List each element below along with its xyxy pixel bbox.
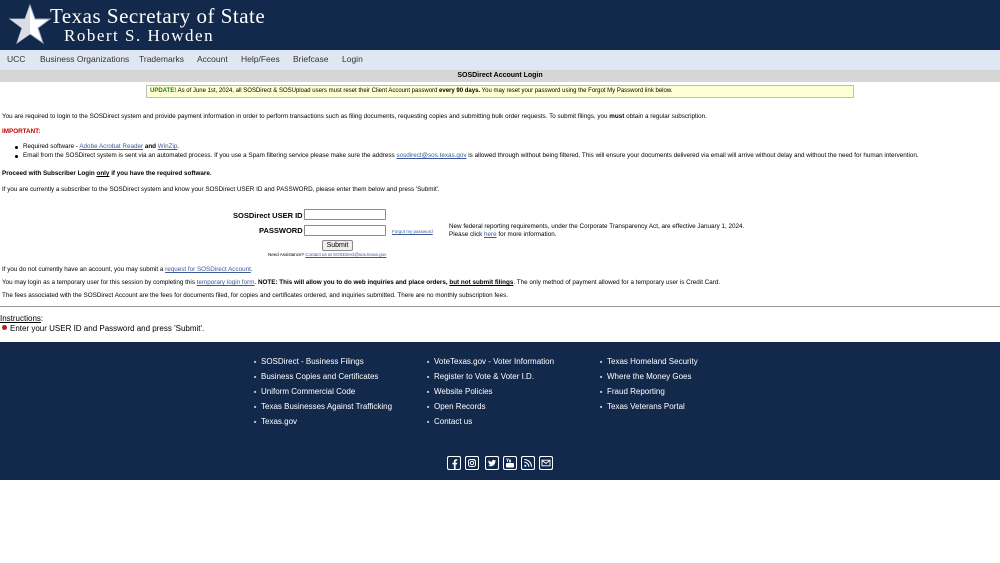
footer-link-open-records[interactable]: ■ Open Records [434, 402, 486, 411]
temp-login-before: You may login as a temporary user for this session by completing this [2, 279, 195, 286]
instructions-colon: : [40, 314, 44, 323]
fees-text: The fees associated with the SOSDirect Account are the fees for documents filed, for copies and certificates ordered, and inquiries submitted. There are no monthly subscription fees. [2, 292, 508, 299]
footer-link-website-policies[interactable]: ■ Website Policies [434, 387, 493, 396]
intro-text-before: You are required to login to the SOSDirect system and provide payment information in order to perform transactions such as filing documents, requesting copies and submitting bulk order requests. To submit filings, you [2, 113, 608, 120]
temp-login-note-underline: but not submit filings [449, 279, 514, 286]
footer-link-money-goes[interactable]: ■ Where the Money Goes [607, 372, 691, 381]
footer-link-homeland-security[interactable]: ■ Texas Homeland Security [607, 357, 698, 366]
userid-input[interactable] [304, 209, 386, 220]
cta-notice-line1: New federal reporting requirements, under the Corporate Transparency Act, are effective January 1, 2024. [449, 223, 745, 230]
important-label: IMPORTANT: [2, 128, 41, 135]
intro-text [2, 113, 707, 120]
assistance-label: Need Assistance? [268, 252, 305, 257]
submit-button[interactable]: Submit [322, 240, 353, 251]
proceed-only: only [96, 170, 110, 177]
footer-link-trafficking[interactable]: ■ Texas Businesses Against Trafficking [261, 402, 392, 411]
footer-link-ucc[interactable]: ■ Uniform Commercial Code [261, 387, 355, 396]
nav-item-ucc[interactable]: UCC [7, 54, 26, 64]
site-header [0, 0, 1000, 50]
nav-item-business-organizations[interactable]: Business Organizations [40, 54, 130, 64]
update-label: UPDATE! [150, 88, 177, 94]
instagram-icon[interactable] [465, 456, 479, 470]
nav-item-briefcase[interactable]: Briefcase [293, 54, 329, 64]
password-label: PASSWORD [259, 226, 303, 235]
instructions-label: Instructions [0, 314, 41, 323]
footer-link-sosdirect[interactable]: ■ SOSDirect - Business Filings [261, 357, 364, 366]
nav-item-help-fees[interactable]: Help/Fees [241, 54, 280, 64]
list-item [14, 143, 919, 152]
cta-here-link[interactable]: here [484, 231, 497, 238]
instructions-item [2, 324, 204, 333]
nav-item-login[interactable]: Login [342, 54, 363, 64]
temp-login-text: You may login as a temporary user for this session by completing this temporary login form. NOTE: This will allow you to do web inquiries and place orders, but not submit filings. The only method of payment allowed for a temporary user is Credit Card. [2, 279, 721, 286]
temporary-login-link[interactable]: temporary login form [196, 279, 255, 286]
main-nav [0, 50, 1000, 70]
email-notice-before: Email from the SOSDirect system is sent via an automated process. If you use a Spam filtering service please make sure the address [23, 152, 395, 159]
assistance-text [268, 252, 386, 257]
adobe-reader-link[interactable]: Adobe Acrobat Reader [79, 143, 144, 150]
footer-link-business-copies[interactable]: ■ Business Copies and Certificates [261, 372, 378, 381]
cta-notice-line2 [449, 231, 556, 238]
rss-icon[interactable] [521, 456, 535, 470]
footer-link-register-vote[interactable]: ■ Register to Vote & Voter I.D. [434, 372, 534, 381]
update-text: As of June 1st, 2024, all SOSDirect & SOSUpload users must reset their Client Account password [177, 88, 438, 94]
facebook-icon[interactable] [447, 456, 461, 470]
temp-login-note: NOTE: This will allow you to do web inquiries and place orders, [257, 279, 448, 286]
twitter-icon[interactable] [485, 456, 499, 470]
page-title: SOSDirect Account Login [0, 70, 1000, 82]
update-text-bold: every 90 days. [439, 88, 481, 94]
winzip-link[interactable]: WinZip [157, 143, 178, 150]
no-account-text [2, 266, 253, 273]
subscriber-text: If you are currently a subscriber to the SOSDirect system and know your SOSDirect USER ID and PASSWORD, please enter them below and press 'Submit'. [2, 186, 440, 193]
proceed-before: Proceed with Subscriber Login [2, 170, 95, 177]
password-input[interactable] [304, 225, 386, 236]
instructions-heading [0, 314, 43, 323]
list-item [14, 152, 919, 161]
site-subtitle: Robert S. Howden [64, 26, 215, 45]
youtube-icon[interactable] [503, 456, 517, 470]
sosdirect-email-link[interactable]: sosdirect@sos.texas.gov [396, 152, 467, 159]
userid-label: SOSDirect USER ID [233, 211, 303, 220]
software-prefix: Required software - [23, 143, 80, 150]
temp-login-after: The only method of payment allowed for a temporary user is Credit Card. [516, 279, 721, 286]
proceed-after: if you have the required software. [111, 170, 212, 177]
footer-link-contact-us[interactable]: ■ Contact us [434, 417, 472, 426]
no-account-before: If you do not currently have an account, you may submit a [2, 266, 164, 273]
email-notice-after: is allowed through without being filtered. This will ensure your documents delivered via email will arrive without delay and without the need for human intervention. [468, 152, 919, 159]
no-account-after: . [250, 266, 253, 273]
footer-link-fraud-reporting[interactable]: ■ Fraud Reporting [607, 387, 665, 396]
proceed-text [2, 170, 212, 177]
intro-text-after: obtain a regular subscription. [626, 113, 707, 120]
email-icon[interactable] [539, 456, 553, 470]
instructions-text: Enter your USER ID and Password and press 'Submit'. [10, 324, 205, 333]
bullet-icon [2, 325, 7, 330]
site-title[interactable]: Texas Secretary of State [50, 4, 266, 28]
contact-email-link[interactable]: Contact us at SOSDirect@sos.texas.gov [305, 252, 387, 257]
intro-text-bold: must [609, 113, 625, 120]
cta-after: for more information. [498, 231, 557, 238]
cta-before: Please click [449, 231, 483, 238]
footer-link-veterans-portal[interactable]: ■ Texas Veterans Portal [607, 402, 685, 411]
update-notice [146, 85, 854, 98]
update-text-after: You may reset your password using the Forgot My Password link below. [481, 88, 673, 94]
important-list [14, 143, 919, 161]
nav-item-trademarks[interactable]: Trademarks [139, 54, 185, 64]
footer-link-votetexas[interactable]: ■ VoteTexas.gov - Voter Information [434, 357, 554, 366]
software-and: and [144, 143, 157, 150]
forgot-password-link[interactable]: Forgot my password [392, 229, 433, 234]
divider [0, 306, 1000, 307]
software-suffix: . [177, 143, 180, 150]
request-account-link[interactable]: request for SOSDirect Account [165, 266, 251, 273]
texas-star-logo[interactable] [8, 3, 52, 47]
nav-item-account[interactable]: Account [197, 54, 228, 64]
footer-link-texas-gov[interactable]: ■ Texas.gov [261, 417, 297, 426]
